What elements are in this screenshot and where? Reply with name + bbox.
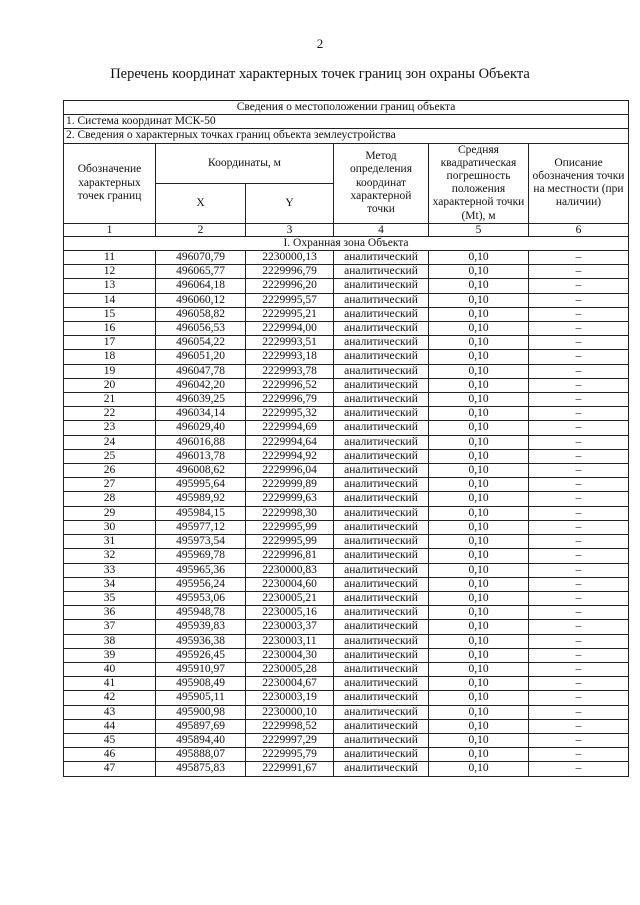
y-coordinate-cell: 2229996,79	[246, 265, 334, 279]
description-cell: –	[529, 464, 629, 478]
x-coordinate-cell: 496016,88	[156, 435, 246, 449]
method-cell: аналитический	[334, 265, 429, 279]
table-row	[64, 336, 629, 350]
description-cell: –	[529, 322, 629, 336]
point-id-cell: 31	[64, 535, 156, 549]
y-coordinate-cell: 2229995,99	[246, 520, 334, 534]
table-row	[64, 719, 629, 733]
method-cell: аналитический	[334, 719, 429, 733]
table-row	[64, 591, 629, 605]
description-cell: –	[529, 563, 629, 577]
y-coordinate-cell: 2230000,10	[246, 705, 334, 719]
x-coordinate-cell: 496051,20	[156, 350, 246, 364]
description-cell: –	[529, 378, 629, 392]
method-cell: аналитический	[334, 506, 429, 520]
table-row	[64, 620, 629, 634]
error-value-cell: 0,10	[429, 691, 529, 705]
y-coordinate-cell: 2229995,79	[246, 748, 334, 762]
method-cell: аналитический	[334, 762, 429, 776]
point-id-cell: 27	[64, 478, 156, 492]
description-cell: –	[529, 279, 629, 293]
method-cell: аналитический	[334, 421, 429, 435]
y-coordinate-cell: 2229995,32	[246, 407, 334, 421]
y-coordinate-cell: 2230003,37	[246, 620, 334, 634]
error-value-cell: 0,10	[429, 350, 529, 364]
column-number: 4	[334, 223, 429, 236]
y-coordinate-cell: 2229996,81	[246, 549, 334, 563]
x-coordinate-cell: 495908,49	[156, 677, 246, 691]
table-row	[64, 251, 629, 265]
method-cell: аналитический	[334, 449, 429, 463]
error-value-cell: 0,10	[429, 520, 529, 534]
point-id-cell: 21	[64, 393, 156, 407]
x-coordinate-cell: 495905,11	[156, 691, 246, 705]
y-coordinate-cell: 2229995,57	[246, 293, 334, 307]
table-row	[64, 393, 629, 407]
coordinates-table	[63, 100, 629, 777]
x-coordinate-cell: 495956,24	[156, 577, 246, 591]
x-coordinate-cell: 495910,97	[156, 662, 246, 676]
table-row	[64, 478, 629, 492]
zone-header: I. Охранная зона Объекта	[64, 236, 629, 250]
point-id-cell: 45	[64, 733, 156, 747]
description-cell: –	[529, 634, 629, 648]
point-id-cell: 22	[64, 407, 156, 421]
method-cell: аналитический	[334, 279, 429, 293]
point-id-cell: 25	[64, 449, 156, 463]
error-value-cell: 0,10	[429, 322, 529, 336]
x-coordinate-cell: 496029,40	[156, 421, 246, 435]
point-id-cell: 36	[64, 606, 156, 620]
x-coordinate-cell: 495888,07	[156, 748, 246, 762]
header-x: X	[156, 183, 246, 223]
method-cell: аналитический	[334, 307, 429, 321]
x-coordinate-cell: 495969,78	[156, 549, 246, 563]
y-coordinate-cell: 2230000,83	[246, 563, 334, 577]
point-id-cell: 16	[64, 322, 156, 336]
y-coordinate-cell: 2230003,19	[246, 691, 334, 705]
table-row	[64, 421, 629, 435]
point-id-cell: 40	[64, 662, 156, 676]
point-id-cell: 11	[64, 251, 156, 265]
error-value-cell: 0,10	[429, 506, 529, 520]
description-cell: –	[529, 265, 629, 279]
description-cell: –	[529, 421, 629, 435]
x-coordinate-cell: 496039,25	[156, 393, 246, 407]
error-value-cell: 0,10	[429, 733, 529, 747]
page-number: 2	[316, 36, 324, 51]
header-coordinates: Координаты, м	[156, 143, 334, 183]
y-coordinate-cell: 2230005,21	[246, 591, 334, 605]
point-id-cell: 24	[64, 435, 156, 449]
y-coordinate-cell: 2230005,16	[246, 606, 334, 620]
table-row	[64, 492, 629, 506]
description-cell: –	[529, 549, 629, 563]
description-cell: –	[529, 336, 629, 350]
x-coordinate-cell: 495973,54	[156, 535, 246, 549]
error-value-cell: 0,10	[429, 336, 529, 350]
y-coordinate-cell: 2229995,99	[246, 535, 334, 549]
x-coordinate-cell: 496060,12	[156, 293, 246, 307]
y-coordinate-cell: 2229996,52	[246, 378, 334, 392]
error-value-cell: 0,10	[429, 705, 529, 719]
error-value-cell: 0,10	[429, 251, 529, 265]
x-coordinate-cell: 495984,15	[156, 506, 246, 520]
point-id-cell: 19	[64, 364, 156, 378]
method-cell: аналитический	[334, 634, 429, 648]
point-id-cell: 20	[64, 378, 156, 392]
header-y: Y	[246, 183, 334, 223]
error-value-cell: 0,10	[429, 563, 529, 577]
method-cell: аналитический	[334, 378, 429, 392]
error-value-cell: 0,10	[429, 634, 529, 648]
point-id-cell: 37	[64, 620, 156, 634]
description-cell: –	[529, 307, 629, 321]
header-description: Описание обозначения точки на местности (при наличии)	[529, 143, 629, 223]
table-row	[64, 748, 629, 762]
error-value-cell: 0,10	[429, 279, 529, 293]
method-cell: аналитический	[334, 336, 429, 350]
x-coordinate-cell: 495977,12	[156, 520, 246, 534]
x-coordinate-cell: 495939,83	[156, 620, 246, 634]
description-cell: –	[529, 251, 629, 265]
table-row	[64, 407, 629, 421]
x-coordinate-cell: 496058,82	[156, 307, 246, 321]
description-cell: –	[529, 719, 629, 733]
method-cell: аналитический	[334, 478, 429, 492]
point-id-cell: 28	[64, 492, 156, 506]
points-info-row: 2. Сведения о характерных точках границ объекта землеустройства	[64, 129, 629, 143]
point-id-cell: 33	[64, 563, 156, 577]
description-cell: –	[529, 478, 629, 492]
point-id-cell: 44	[64, 719, 156, 733]
point-id-cell: 42	[64, 691, 156, 705]
error-value-cell: 0,10	[429, 648, 529, 662]
x-coordinate-cell: 495953,06	[156, 591, 246, 605]
error-value-cell: 0,10	[429, 407, 529, 421]
description-cell: –	[529, 449, 629, 463]
y-coordinate-cell: 2229998,30	[246, 506, 334, 520]
method-cell: аналитический	[334, 393, 429, 407]
x-coordinate-cell: 495894,40	[156, 733, 246, 747]
column-number: 2	[156, 223, 246, 236]
table-row	[64, 279, 629, 293]
point-id-cell: 29	[64, 506, 156, 520]
table-row	[64, 563, 629, 577]
error-value-cell: 0,10	[429, 492, 529, 506]
description-cell: –	[529, 407, 629, 421]
y-coordinate-cell: 2230004,60	[246, 577, 334, 591]
point-id-cell: 32	[64, 549, 156, 563]
description-cell: –	[529, 748, 629, 762]
description-cell: –	[529, 364, 629, 378]
error-value-cell: 0,10	[429, 762, 529, 776]
table-row	[64, 435, 629, 449]
table-row	[64, 322, 629, 336]
x-coordinate-cell: 496056,53	[156, 322, 246, 336]
x-coordinate-cell: 495965,36	[156, 563, 246, 577]
point-id-cell: 41	[64, 677, 156, 691]
method-cell: аналитический	[334, 606, 429, 620]
table-row	[64, 464, 629, 478]
coordinate-system-row: 1. Система координат МСК-50	[64, 115, 629, 129]
description-cell: –	[529, 293, 629, 307]
table-row	[64, 265, 629, 279]
y-coordinate-cell: 2230004,67	[246, 677, 334, 691]
description-cell: –	[529, 435, 629, 449]
method-cell: аналитический	[334, 662, 429, 676]
error-value-cell: 0,10	[429, 293, 529, 307]
method-cell: аналитический	[334, 733, 429, 747]
point-id-cell: 14	[64, 293, 156, 307]
x-coordinate-cell: 495900,98	[156, 705, 246, 719]
point-id-cell: 38	[64, 634, 156, 648]
y-coordinate-cell: 2230003,11	[246, 634, 334, 648]
y-coordinate-cell: 2230000,13	[246, 251, 334, 265]
y-coordinate-cell: 2229994,92	[246, 449, 334, 463]
point-id-cell: 18	[64, 350, 156, 364]
error-value-cell: 0,10	[429, 748, 529, 762]
point-id-cell: 47	[64, 762, 156, 776]
error-value-cell: 0,10	[429, 478, 529, 492]
description-cell: –	[529, 520, 629, 534]
table-row	[64, 577, 629, 591]
error-value-cell: 0,10	[429, 307, 529, 321]
x-coordinate-cell: 495995,64	[156, 478, 246, 492]
method-cell: аналитический	[334, 492, 429, 506]
point-id-cell: 12	[64, 265, 156, 279]
y-coordinate-cell: 2230005,28	[246, 662, 334, 676]
x-coordinate-cell: 495875,83	[156, 762, 246, 776]
table-row	[64, 733, 629, 747]
description-cell: –	[529, 762, 629, 776]
y-coordinate-cell: 2229994,00	[246, 322, 334, 336]
error-value-cell: 0,10	[429, 364, 529, 378]
description-cell: –	[529, 350, 629, 364]
point-id-cell: 17	[64, 336, 156, 350]
column-number: 3	[246, 223, 334, 236]
method-cell: аналитический	[334, 549, 429, 563]
description-cell: –	[529, 662, 629, 676]
method-cell: аналитический	[334, 705, 429, 719]
y-coordinate-cell: 2229999,89	[246, 478, 334, 492]
point-id-cell: 39	[64, 648, 156, 662]
table-row	[64, 691, 629, 705]
table-row	[64, 293, 629, 307]
table-row	[64, 677, 629, 691]
method-cell: аналитический	[334, 748, 429, 762]
header-designation: Обозначение характерных точек границ	[64, 143, 156, 223]
y-coordinate-cell: 2229999,63	[246, 492, 334, 506]
description-cell: –	[529, 648, 629, 662]
error-value-cell: 0,10	[429, 449, 529, 463]
table-row	[64, 378, 629, 392]
table-row	[64, 606, 629, 620]
table-row	[64, 634, 629, 648]
method-cell: аналитический	[334, 520, 429, 534]
table-row	[64, 705, 629, 719]
x-coordinate-cell: 495936,38	[156, 634, 246, 648]
header-method: Метод определения координат характерной точки	[334, 143, 429, 223]
error-value-cell: 0,10	[429, 393, 529, 407]
table-row	[64, 350, 629, 364]
error-value-cell: 0,10	[429, 435, 529, 449]
table-row	[64, 549, 629, 563]
method-cell: аналитический	[334, 591, 429, 605]
description-cell: –	[529, 606, 629, 620]
description-cell: –	[529, 591, 629, 605]
document-title: Перечень координат характерных точек границ зон охраны Объекта	[110, 66, 530, 82]
y-coordinate-cell: 2229996,04	[246, 464, 334, 478]
x-coordinate-cell: 496047,78	[156, 364, 246, 378]
table-row	[64, 648, 629, 662]
error-value-cell: 0,10	[429, 606, 529, 620]
y-coordinate-cell: 2230004,30	[246, 648, 334, 662]
description-cell: –	[529, 577, 629, 591]
column-number: 1	[64, 223, 156, 236]
point-id-cell: 43	[64, 705, 156, 719]
x-coordinate-cell: 496034,14	[156, 407, 246, 421]
x-coordinate-cell: 496042,20	[156, 378, 246, 392]
method-cell: аналитический	[334, 350, 429, 364]
method-cell: аналитический	[334, 407, 429, 421]
table-row	[64, 762, 629, 776]
method-cell: аналитический	[334, 322, 429, 336]
table-row	[64, 506, 629, 520]
y-coordinate-cell: 2229993,18	[246, 350, 334, 364]
method-cell: аналитический	[334, 648, 429, 662]
column-number: 5	[429, 223, 529, 236]
description-cell: –	[529, 691, 629, 705]
x-coordinate-cell: 495897,69	[156, 719, 246, 733]
table-row	[64, 449, 629, 463]
x-coordinate-cell: 495948,78	[156, 606, 246, 620]
error-value-cell: 0,10	[429, 662, 529, 676]
error-value-cell: 0,10	[429, 464, 529, 478]
error-value-cell: 0,10	[429, 620, 529, 634]
method-cell: аналитический	[334, 251, 429, 265]
point-id-cell: 46	[64, 748, 156, 762]
error-value-cell: 0,10	[429, 719, 529, 733]
column-number: 6	[529, 223, 629, 236]
point-id-cell: 26	[64, 464, 156, 478]
x-coordinate-cell: 496013,78	[156, 449, 246, 463]
point-id-cell: 13	[64, 279, 156, 293]
x-coordinate-cell: 496064,18	[156, 279, 246, 293]
y-coordinate-cell: 2229993,78	[246, 364, 334, 378]
description-cell: –	[529, 535, 629, 549]
y-coordinate-cell: 2229996,20	[246, 279, 334, 293]
error-value-cell: 0,10	[429, 591, 529, 605]
description-cell: –	[529, 705, 629, 719]
description-cell: –	[529, 733, 629, 747]
point-id-cell: 35	[64, 591, 156, 605]
header-error: Средняя квадратическая погрешность положения характерной точки (Mt), м	[429, 143, 529, 223]
table-row	[64, 662, 629, 676]
method-cell: аналитический	[334, 464, 429, 478]
y-coordinate-cell: 2229991,67	[246, 762, 334, 776]
y-coordinate-cell: 2229994,64	[246, 435, 334, 449]
error-value-cell: 0,10	[429, 421, 529, 435]
section-header: Сведения о местоположении границ объекта	[64, 101, 629, 115]
error-value-cell: 0,10	[429, 677, 529, 691]
error-value-cell: 0,10	[429, 378, 529, 392]
x-coordinate-cell: 496008,62	[156, 464, 246, 478]
table-row	[64, 307, 629, 321]
y-coordinate-cell: 2229995,21	[246, 307, 334, 321]
error-value-cell: 0,10	[429, 535, 529, 549]
x-coordinate-cell: 495989,92	[156, 492, 246, 506]
description-cell: –	[529, 506, 629, 520]
y-coordinate-cell: 2229996,79	[246, 393, 334, 407]
description-cell: –	[529, 620, 629, 634]
error-value-cell: 0,10	[429, 265, 529, 279]
description-cell: –	[529, 492, 629, 506]
table-row	[64, 535, 629, 549]
description-cell: –	[529, 393, 629, 407]
x-coordinate-cell: 496065,77	[156, 265, 246, 279]
method-cell: аналитический	[334, 535, 429, 549]
method-cell: аналитический	[334, 563, 429, 577]
method-cell: аналитический	[334, 620, 429, 634]
x-coordinate-cell: 496070,79	[156, 251, 246, 265]
point-id-cell: 15	[64, 307, 156, 321]
method-cell: аналитический	[334, 293, 429, 307]
table-row	[64, 520, 629, 534]
table-row	[64, 364, 629, 378]
method-cell: аналитический	[334, 364, 429, 378]
method-cell: аналитический	[334, 577, 429, 591]
y-coordinate-cell: 2229997,29	[246, 733, 334, 747]
x-coordinate-cell: 495926,45	[156, 648, 246, 662]
y-coordinate-cell: 2229998,52	[246, 719, 334, 733]
point-id-cell: 34	[64, 577, 156, 591]
method-cell: аналитический	[334, 435, 429, 449]
error-value-cell: 0,10	[429, 549, 529, 563]
point-id-cell: 30	[64, 520, 156, 534]
description-cell: –	[529, 677, 629, 691]
method-cell: аналитический	[334, 691, 429, 705]
method-cell: аналитический	[334, 677, 429, 691]
point-id-cell: 23	[64, 421, 156, 435]
y-coordinate-cell: 2229993,51	[246, 336, 334, 350]
error-value-cell: 0,10	[429, 577, 529, 591]
x-coordinate-cell: 496054,22	[156, 336, 246, 350]
y-coordinate-cell: 2229994,69	[246, 421, 334, 435]
